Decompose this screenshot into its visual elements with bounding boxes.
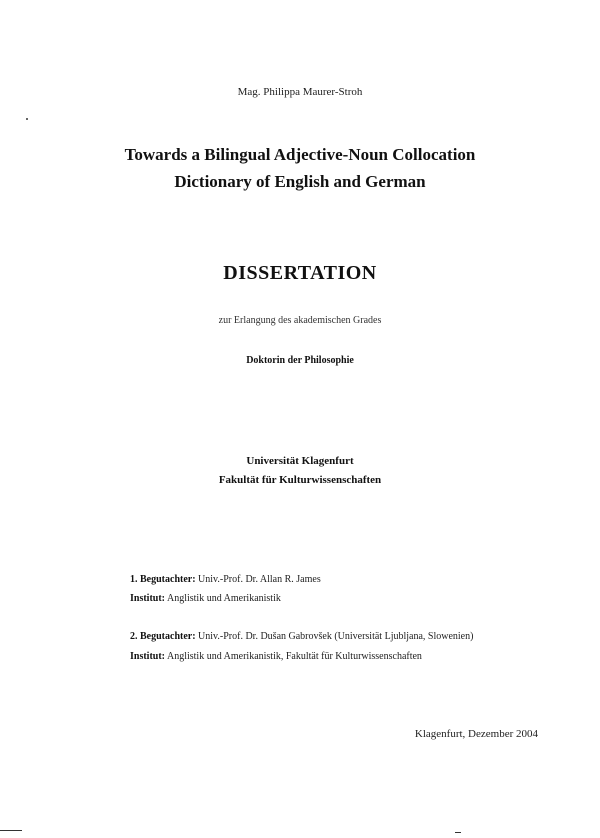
reviewer-1-label: 1. Begutachter: (130, 574, 196, 585)
reviewer-1 (130, 574, 321, 585)
scan-artifact-line (0, 830, 22, 831)
institute-2-label: Institut: (130, 651, 166, 662)
reviewer-2-value: Univ.-Prof. Dr. Dušan Gabrovšek (Universität Ljubljana, Slowenien) (198, 631, 474, 642)
title-line-2: Dictionary of English and German (174, 172, 426, 191)
institute-2 (130, 651, 422, 662)
institute-2-value: Anglistik und Amerikanistik, Fakultät für Kulturwissenschaften (166, 651, 422, 662)
institute-1-label: Institut: (130, 593, 166, 604)
scan-artifact-dot (26, 118, 28, 120)
degree-name: Doktorin der Philosophie (246, 355, 354, 366)
reviewer-1-value: Univ.-Prof. Dr. Allan R. James (198, 574, 321, 585)
place-and-date: Klagenfurt, Dezember 2004 (414, 728, 538, 740)
institute-1 (130, 593, 281, 604)
faculty-name: Fakultät für Kulturwissenschaften (218, 474, 382, 486)
scan-artifact-dash (455, 832, 461, 833)
university-name: Universität Klagenfurt (246, 455, 354, 467)
title-line-1: Towards a Bilingual Adjective-Noun Collocation (124, 145, 476, 164)
dissertation-heading: DISSERTATION (223, 262, 377, 284)
institute-1-value: Anglistik und Amerikanistik (166, 593, 281, 604)
reviewer-2-label: 2. Begutachter: (130, 631, 196, 642)
reviewer-2 (130, 631, 473, 642)
degree-purpose: zur Erlangung des akademischen Grades (218, 315, 382, 326)
author-name: Mag. Philippa Maurer-Stroh (237, 86, 363, 98)
